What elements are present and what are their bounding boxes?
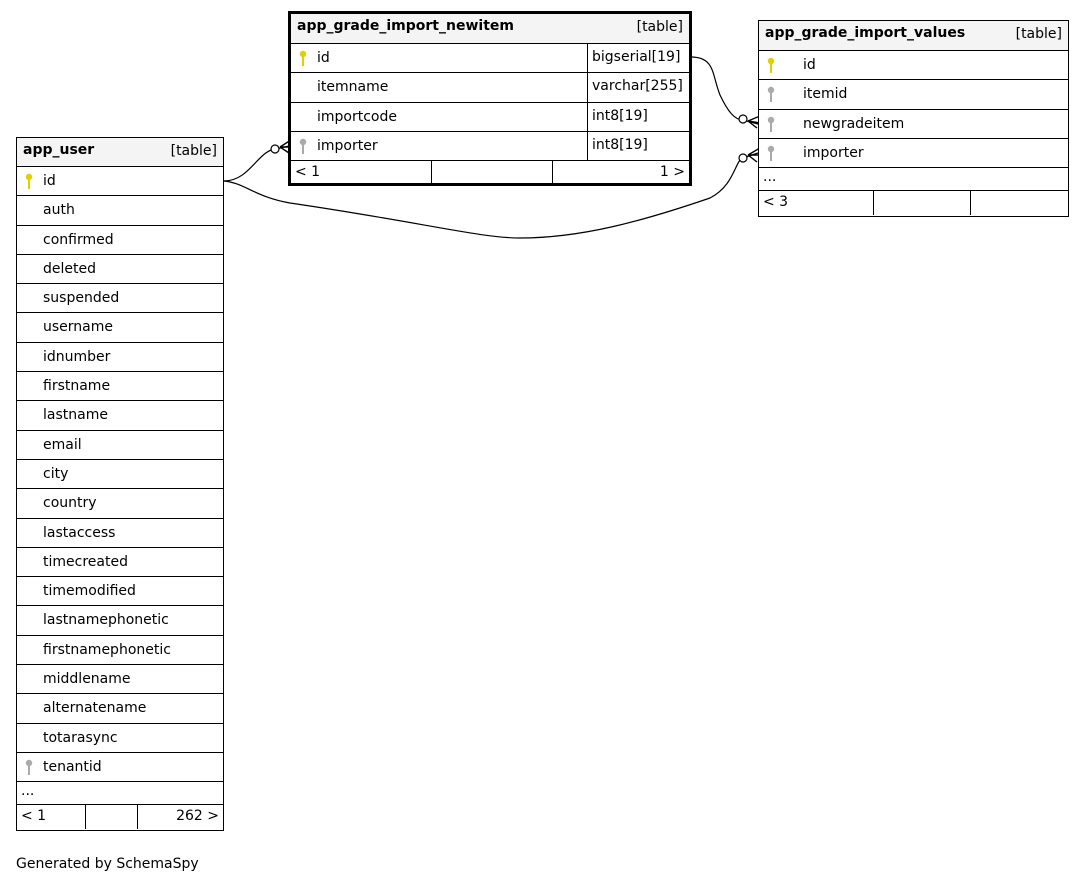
- column-name: email: [43, 436, 82, 453]
- column-row-idnumber[interactable]: [17, 343, 223, 372]
- column-row-importcode[interactable]: [291, 103, 689, 132]
- column-row-suspended[interactable]: [17, 284, 223, 313]
- foreign-key-icon: [765, 86, 777, 104]
- column-name: lastnamephonetic: [43, 612, 169, 629]
- column-row-auth[interactable]: [17, 196, 223, 225]
- column-row-timemodified[interactable]: [17, 577, 223, 606]
- link-newitem-values-optional-marker: [739, 115, 747, 123]
- link-user-newitem-importer: [224, 146, 289, 181]
- generated-by-credit: Generated by SchemaSpy: [16, 856, 199, 872]
- more-columns-indicator: ...: [759, 168, 1068, 191]
- column-row-id[interactable]: [17, 167, 223, 196]
- table-app-user[interactable]: [16, 137, 224, 831]
- column-name: id: [43, 173, 56, 189]
- column-name: country: [43, 495, 97, 512]
- table-app-grade-import-newitem[interactable]: [288, 11, 692, 186]
- column-type: bigserial[19]: [592, 49, 681, 65]
- column-type: int8[19]: [592, 107, 648, 124]
- column-row-newgradeitem[interactable]: [759, 110, 1068, 139]
- table-kind: [table]: [1015, 26, 1062, 42]
- table-name: app_user: [23, 142, 95, 158]
- column-name: importcode: [317, 108, 397, 125]
- column-name: newgradeitem: [803, 115, 905, 132]
- column-row-itemname[interactable]: [291, 73, 689, 102]
- footer-parent-count[interactable]: < 1: [295, 164, 321, 181]
- column-type-cell: [587, 73, 689, 101]
- table-name: app_grade_import_newitem: [297, 18, 514, 34]
- column-name: confirmed: [43, 231, 114, 248]
- table-footer: [291, 161, 689, 185]
- column-type-cell: [587, 103, 689, 131]
- column-name: itemid: [803, 86, 848, 103]
- column-name: itemname: [317, 79, 389, 96]
- column-name: timecreated: [43, 553, 128, 570]
- primary-key-icon: [23, 173, 35, 191]
- table-kind: [table]: [636, 19, 683, 35]
- column-name: id: [317, 50, 330, 66]
- column-type: int8[19]: [592, 136, 648, 153]
- column-name: firstnamephonetic: [43, 641, 171, 658]
- column-type-cell: [587, 132, 689, 160]
- column-name: middlename: [43, 671, 131, 688]
- column-name: alternatename: [43, 700, 147, 717]
- column-row-tenantid[interactable]: [17, 753, 223, 782]
- column-row-middlename[interactable]: [17, 665, 223, 694]
- column-name: suspended: [43, 290, 120, 307]
- table-name: app_grade_import_values: [765, 25, 966, 41]
- column-row-deleted[interactable]: [17, 255, 223, 284]
- column-type: varchar[255]: [592, 78, 683, 95]
- footer-parent-count[interactable]: < 3: [763, 194, 789, 211]
- column-row-alternatename[interactable]: [17, 694, 223, 723]
- column-name: importer: [803, 144, 864, 161]
- foreign-key-icon: [297, 138, 309, 156]
- foreign-key-icon: [765, 116, 777, 134]
- column-name: id: [803, 57, 816, 73]
- column-name: deleted: [43, 260, 96, 277]
- primary-key-icon: [765, 57, 777, 75]
- column-name: lastaccess: [43, 524, 116, 541]
- column-row-confirmed[interactable]: [17, 226, 223, 255]
- column-name: totarasync: [43, 729, 118, 746]
- column-row-lastnamephonetic[interactable]: [17, 606, 223, 635]
- link-newitem-values-newgradeitem: [691, 57, 758, 124]
- column-name: firstname: [43, 378, 111, 395]
- column-type-cell: [587, 44, 689, 72]
- column-name: importer: [317, 137, 378, 154]
- column-row-lastname[interactable]: [17, 401, 223, 430]
- column-row-timecreated[interactable]: [17, 548, 223, 577]
- column-name: city: [43, 465, 69, 482]
- table-kind: [table]: [170, 143, 217, 159]
- foreign-key-icon: [765, 145, 777, 163]
- table-header: [759, 21, 1068, 51]
- column-row-id[interactable]: [759, 51, 1068, 80]
- foreign-key-icon: [23, 759, 35, 777]
- column-row-totarasync[interactable]: [17, 724, 223, 753]
- column-row-username[interactable]: [17, 313, 223, 342]
- footer-child-count[interactable]: 262 >: [176, 808, 219, 825]
- column-row-firstnamephonetic[interactable]: [17, 636, 223, 665]
- more-columns-indicator: ...: [17, 782, 223, 805]
- table-header: [17, 138, 223, 167]
- column-name: tenantid: [43, 758, 102, 775]
- table-footer: [17, 805, 223, 829]
- link-user-values-optional-marker: [739, 154, 747, 162]
- column-row-importer[interactable]: [759, 139, 1068, 168]
- column-name: username: [43, 319, 113, 336]
- column-name: timemodified: [43, 583, 136, 600]
- column-row-email[interactable]: [17, 431, 223, 460]
- column-row-country[interactable]: [17, 489, 223, 518]
- column-name: lastname: [43, 407, 108, 424]
- footer-parent-count[interactable]: < 1: [21, 808, 47, 825]
- column-row-importer[interactable]: [291, 132, 689, 161]
- column-row-firstname[interactable]: [17, 372, 223, 401]
- table-header: [291, 14, 689, 44]
- table-app-grade-import-values[interactable]: [758, 20, 1069, 217]
- primary-key-icon: [297, 50, 309, 68]
- table-footer: [759, 191, 1068, 215]
- column-row-itemid[interactable]: [759, 80, 1068, 109]
- footer-child-count[interactable]: 1 >: [659, 164, 685, 181]
- column-name: auth: [43, 202, 75, 219]
- column-row-city[interactable]: [17, 460, 223, 489]
- link-user-newitem-optional-marker: [271, 145, 279, 153]
- column-name: idnumber: [43, 348, 111, 365]
- column-row-lastaccess[interactable]: [17, 519, 223, 548]
- column-row-id[interactable]: [291, 44, 689, 73]
